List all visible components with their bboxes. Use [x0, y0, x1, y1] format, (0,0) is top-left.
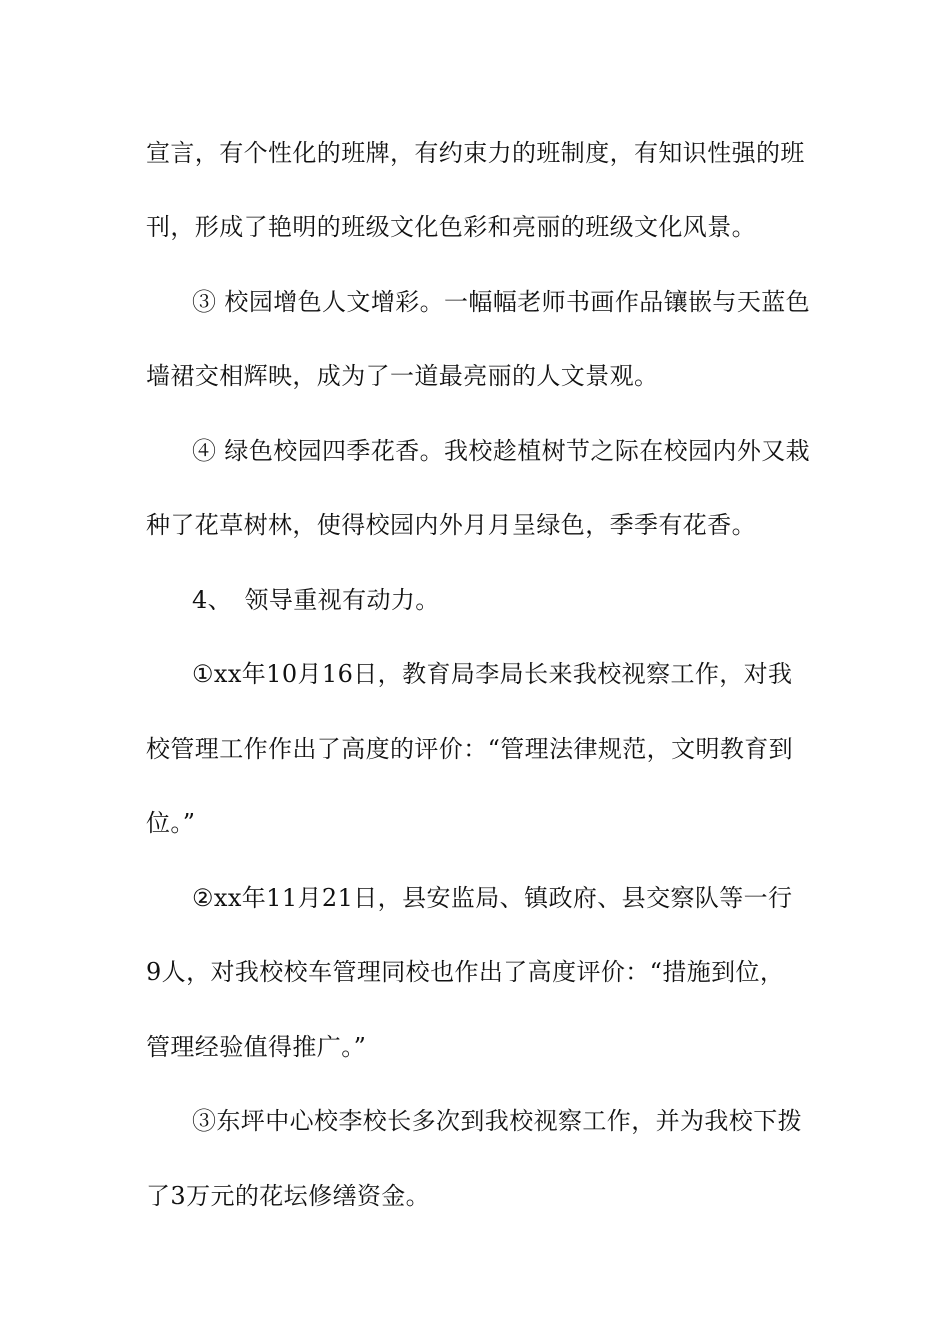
text-line-1: 宣言，有个性化的班牌，有约束力的班制度，有知识性强的班 [146, 139, 805, 167]
text-line-12: 9人，对我校校车管理同校也作出了高度评价：“措施到位， [146, 958, 785, 986]
text-line-2: 刊，形成了艳明的班级文化色彩和亮丽的班级文化风景。 [146, 213, 756, 241]
text-line-11: ②xx年11月21日，县安监局、镇政府、县交察队等一行 [192, 884, 793, 912]
text-line-10: 位。” [146, 809, 196, 837]
text-line-15: 了3万元的花坛修缮资金。 [146, 1182, 431, 1210]
text-line-7: 4、 领导重视有动力。 [192, 586, 440, 614]
text-line-13: 管理经验值得推广。” [146, 1033, 367, 1061]
text-line-9: 校管理工作作出了高度的评价：“管理法律规范，文明教育到 [146, 735, 794, 763]
text-line-5: ④ 绿色校园四季花香。我校趁植树节之际在校园内外又栽 [192, 437, 811, 465]
text-line-6: 种了花草树林，使得校园内外月月呈绿色，季季有花香。 [146, 511, 756, 539]
text-line-3: ③ 校园增色人文增彩。一幅幅老师书画作品镶嵌与天蓝色 [192, 288, 811, 316]
text-line-4: 墙裙交相辉映，成为了一道最亮丽的人文景观。 [146, 362, 659, 390]
text-line-14: ③东坪中心校李校长多次到我校视察工作，并为我校下拨 [192, 1107, 802, 1135]
text-line-8: ①xx年10月16日，教育局李局长来我校视察工作，对我 [192, 660, 793, 688]
